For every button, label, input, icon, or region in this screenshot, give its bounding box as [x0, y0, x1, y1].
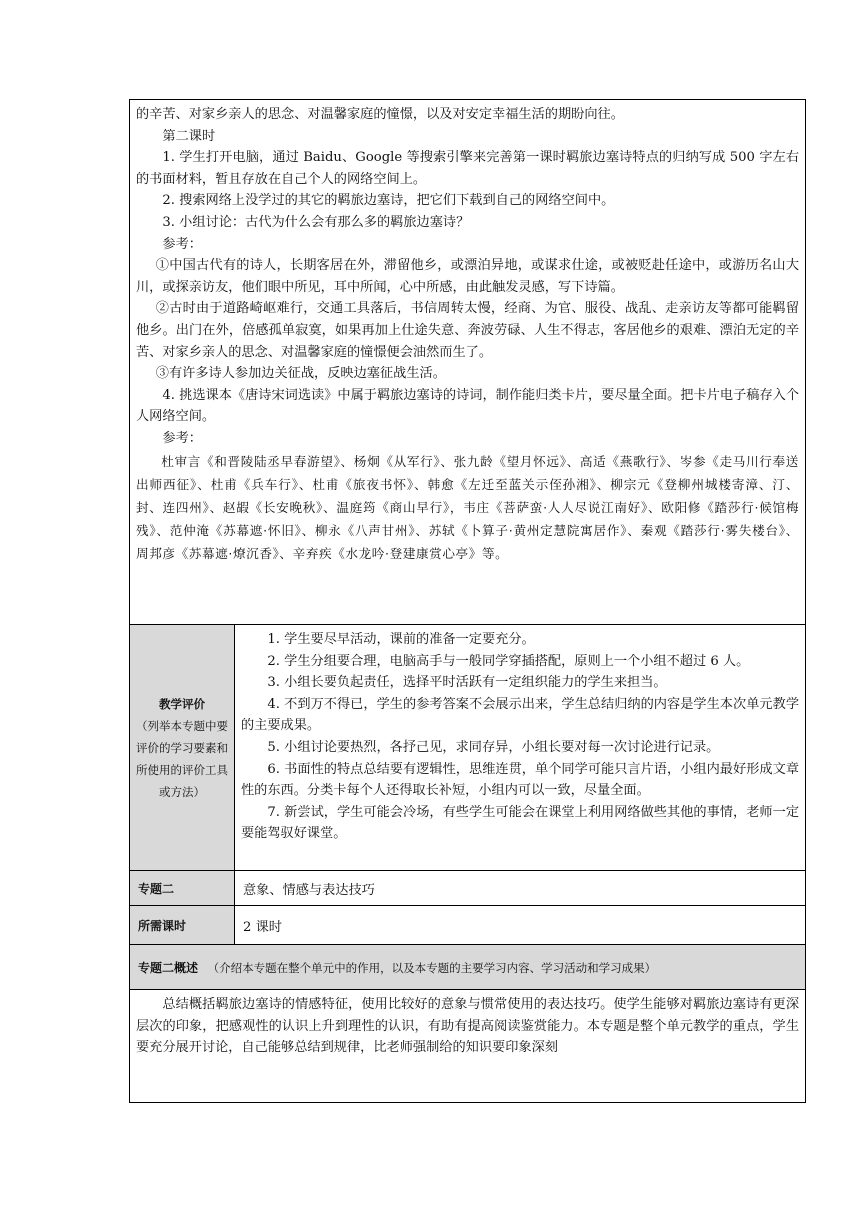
topic2-row [130, 871, 806, 906]
evaluation-row [130, 625, 806, 871]
evaluation-content-cell [235, 625, 806, 871]
document-page [129, 99, 805, 1103]
section-heading: 第二课时 [162, 128, 216, 144]
evaluation-item: 6. 书面性的特点总结要有逻辑性，思维连贯，单个同学可能只言片语，小组内最好形成文章性的东西。分类卡每个人还得取长补短，小组内可以一致，尽量全面。 [241, 761, 800, 799]
paragraph: 1. 学生打开电脑，通过 Baidu、Google 等搜索引擎来完善第一课时羁旅边塞诗特点的归纳写成 500 字左右的书面材料，暂且存放在自己个人的网络空间上。 [136, 150, 800, 187]
evaluation-label-cell [130, 625, 235, 871]
overview-text: 总结概括羁旅边塞诗的情感特征，使用比较好的意象与惯常使用的表达技巧。使学生能够对羁旅边塞诗有更深层次的印象，把感观性的认识上升到理性的认识，有助有提高阅读鉴赏能力。本专题是整个单元教学的重点，学生要充分展开讨论，自己能够总结到规律，比老师强制给的知识要印象深刻 [136, 997, 800, 1056]
overview-text-cell [130, 990, 806, 1103]
paragraph: 参考： [162, 430, 202, 446]
evaluation-item: 4. 不到万不得已，学生的参考答案不会展示出来，学生总结归纳的内容是学生本次单元教学的主要成果。 [241, 696, 800, 734]
evaluation-item: 2. 学生分组要合理，电脑高手与一般同学穿插搭配，原则上一个小组不超过 6 人。 [267, 653, 750, 669]
topic2-value: 意象、情感与表达技巧 [235, 871, 806, 906]
paragraph: ②古时由于道路崎岖难行，交通工具落后，书信周转太慢，经商、为官、服役、战乱、走亲访友等都可能羁留他乡。出门在外，倍感孤单寂寞，如果再加上仕途失意、奔波劳碌、人生不得志，客居他乡的艰难、漂泊无定的辛苦、对家乡亲人的思念、对温馨家庭的憧憬便会油然而生了。 [136, 301, 800, 360]
evaluation-item: 3. 小组长要负起责任，选择平时活跃有一定组织能力的学生来担当。 [267, 675, 667, 691]
evaluation-note: （列举本专题中要评价的学习要素和所使用的评价工具或方法） [136, 718, 228, 799]
paragraph: 参考： [162, 236, 202, 252]
paragraph: ①中国古代有的诗人，长期客居在外，滞留他乡，或漂泊异地，或谋求仕途，或被贬赴任途中，或游历名山大川，或探亲访友，他们眼中所见，耳中所闻，心中所感，由此触发灵感，写下诗篇。 [136, 258, 800, 295]
lesson-text-row [130, 100, 806, 625]
poem-list: 杜审言《和晋陵陆丞早春游望》、杨炯《从军行》、张九龄《望月怀远》、高适《燕歌行》、岑参《走马川行奉送出师西征》、杜甫《兵车行》、杜甫《旅夜书怀》、韩愈《左迁至蓝关示侄孙湘》、柳宗元《登柳州城楼寄漳、汀、封、连四州》、赵嘏《长安晚秋》、温庭筠《商山早行》，韦庄《菩萨蛮·人人尽说江南好》、欧阳修《踏莎行·候馆梅残》、范仲淹《苏幕遮·怀旧》、柳永《八声甘州》、苏轼《卜算子·黄州定慧院寓居作》、秦观《踏莎行·雾失楼台》、周邦彦《苏幕遮·燎沉香》、辛弃疾《水龙吟·登建康赏心亭》等。 [136, 453, 800, 561]
evaluation-title: 教学评价 [159, 696, 205, 711]
hours-label: 所需课时 [130, 906, 235, 945]
evaluation-item: 5. 小组讨论要热烈，各抒己见，求同存异，小组长要对每一次讨论进行记录。 [267, 739, 720, 755]
topic2-label: 专题二 [130, 871, 235, 906]
hours-row [130, 906, 806, 945]
evaluation-item: 7. 新尝试，学生可能会冷场，有些学生可能会在课堂上利用网络做些其他的事情，老师一定要能驾驭好课堂。 [241, 804, 800, 842]
overview-note: （介绍本专题在整个单元中的作用，以及本专题的主要学习内容、学习活动和学习成果） [207, 960, 657, 975]
lesson-plan-table [129, 99, 806, 1103]
paragraph: 的辛苦、对家乡亲人的思念、对温馨家庭的憧憬，以及对安定幸福生活的期盼向往。 [136, 107, 624, 122]
lesson-text-cell [130, 100, 806, 625]
paragraph: ③有许多诗人参加边关征战，反映边塞征战生活。 [155, 366, 446, 382]
overview-header [130, 945, 806, 990]
overview-text-row [130, 990, 806, 1103]
overview-header-row [130, 945, 806, 990]
hours-value: 2 课时 [235, 906, 806, 945]
evaluation-item: 1. 学生要尽早活动，课前的准备一定要充分。 [267, 632, 535, 647]
paragraph: 3. 小组讨论：古代为什么会有那么多的羁旅边塞诗？ [162, 214, 470, 230]
overview-label: 专题二概述 [138, 960, 199, 975]
paragraph: 2. 搜索网络上没学过的其它的羁旅边塞诗，把它们下载到自己的网络空间中。 [162, 193, 615, 209]
paragraph: 4. 挑选课本《唐诗宋词选读》中属于羁旅边塞诗的诗词，制作能归类卡片，要尽量全面。把卡片电子稿存入个人网络空间。 [136, 387, 800, 425]
